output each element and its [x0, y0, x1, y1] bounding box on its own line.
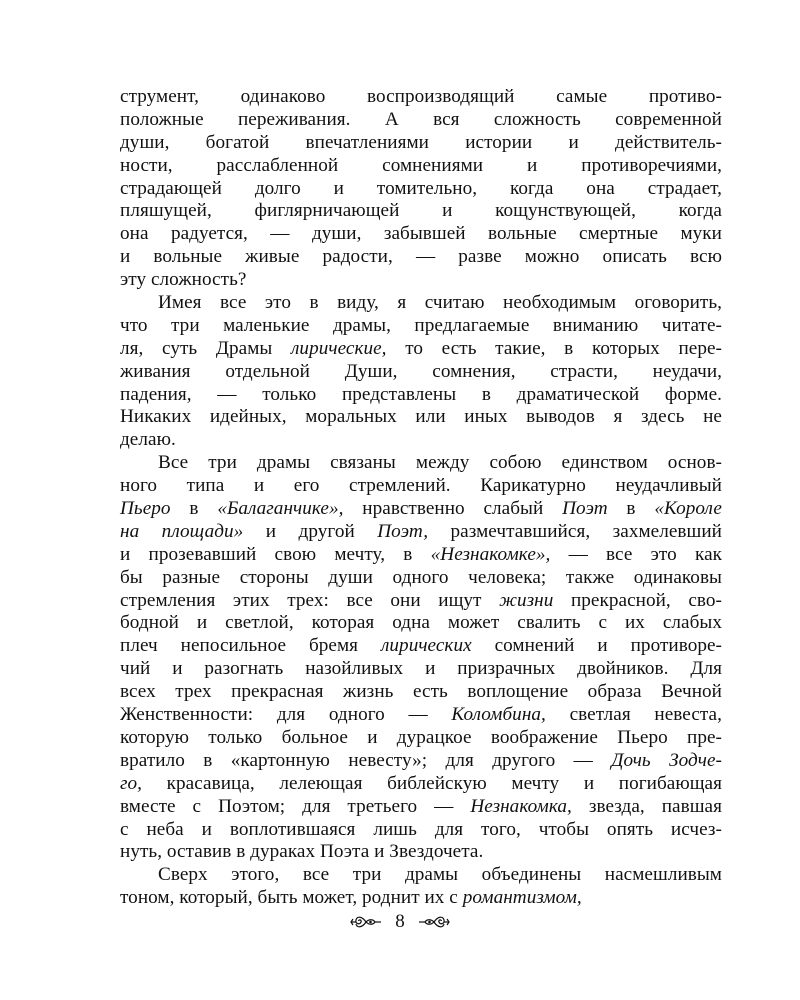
text-run: положные переживания. А вся сложность современной [120, 108, 722, 130]
text-line [120, 498, 722, 521]
text-run: Все три драмы связаны между собою единством основ- [158, 452, 722, 474]
text-run: и вольные живые радости, — разве можно описать всю [120, 246, 722, 268]
text-run: прекрасной, сво- [553, 589, 722, 611]
text-line [120, 635, 722, 658]
text-run: в [607, 498, 655, 520]
text-line [120, 132, 722, 155]
text-line [120, 338, 722, 361]
text-line [120, 612, 722, 635]
italic-run: Пьеро [120, 498, 171, 520]
text-run: живания отдельной Души, сомнения, страсти, неудачи, [120, 360, 722, 382]
text-run: она радуется, — души, забывшей вольные смертные муки [120, 223, 722, 245]
italic-run: лирических [380, 635, 472, 657]
text-line [120, 86, 722, 109]
italic-run: Поэт, [377, 520, 429, 542]
italic-run: на площади» [120, 520, 244, 542]
text-run: вратило в «картонную невесту»; для другого — [120, 749, 612, 771]
text-run: в [170, 498, 218, 520]
text-run: красавица, лелеющая библейскую мечту и погибающая [142, 772, 722, 794]
text-run: бодной и светлой, которая одна может свалить с их слабых [120, 612, 722, 634]
text-run: стремления этих трех: все они ищут [120, 589, 500, 611]
text-run: тоном, который, быть может, роднит их с [120, 887, 463, 909]
text-line [120, 864, 722, 887]
text-line [120, 223, 722, 246]
text-line [120, 727, 722, 750]
text-line [120, 521, 722, 544]
text-run: ля, суть Драмы [120, 337, 292, 359]
text-line [120, 475, 722, 498]
text-line [120, 658, 722, 681]
italic-run: «Незнакомке», [430, 543, 551, 565]
text-line [120, 155, 722, 178]
text-run: Имея все это в виду, я считаю необходимым оговорить, [158, 292, 722, 314]
text-line [120, 246, 722, 269]
page-footer [0, 907, 800, 937]
text-line [120, 544, 722, 567]
italic-run: Поэт [562, 498, 608, 520]
text-run: с неба и воплотившаяся лишь для того, чтобы опять исчез- [120, 818, 722, 840]
italic-run: Дочь Зодче- [611, 749, 722, 771]
text-line [120, 796, 722, 819]
text-line [120, 681, 722, 704]
ornament-left-icon [349, 912, 383, 932]
italic-run: Незнакомка, [470, 795, 572, 817]
paragraph [120, 452, 722, 864]
text-run: вместе с Поэтом; для третьего — [120, 795, 471, 817]
text-line [120, 178, 722, 201]
text-line [120, 452, 722, 475]
text-line [120, 567, 722, 590]
page-text [120, 86, 722, 910]
text-run: звезда, павшая [571, 795, 722, 817]
text-line [120, 200, 722, 223]
text-line [120, 750, 722, 773]
text-run: чий и разогнать назойливых и призрачных двойников. Для [120, 658, 722, 680]
text-run: светлая невеста, [545, 704, 722, 726]
text-line [120, 773, 722, 796]
text-line [120, 384, 722, 407]
text-run: нуть, оставив в дураках Поэта и Звездочета. [120, 841, 484, 863]
text-run: всех трех прекрасная жизнь есть воплощение образа Вечной [120, 681, 722, 703]
text-line [120, 429, 722, 452]
text-run: размечтавшийся, захмелевший [428, 520, 722, 542]
text-run: страдающей долго и томительно, когда она страдает, [120, 177, 722, 199]
text-run: сомнений и противоре- [471, 635, 722, 657]
text-run: что три маленькие драмы, предлагаемые вниманию читате- [120, 314, 722, 336]
paragraph [120, 86, 722, 292]
text-line [120, 590, 722, 613]
italic-run: «Балаганчике», [217, 498, 344, 520]
text-run: Сверх этого, все три драмы объединены насмешливым [158, 864, 722, 886]
text-line [120, 269, 722, 292]
italic-run: лирические, [291, 337, 387, 359]
ornament-right-icon [417, 912, 451, 932]
text-line [120, 704, 722, 727]
text-run: ности, расслабленной сомнениями и противоречиями, [120, 154, 722, 176]
italic-run: «Короле [654, 498, 722, 520]
text-line [120, 819, 722, 842]
text-run: пляшущей, фиглярничающей и кощунствующей, когда [120, 200, 722, 222]
text-line [120, 406, 722, 429]
text-run: Женственности: для одного — [120, 704, 452, 726]
text-run: плеч непосильное бремя [120, 635, 381, 657]
text-line [120, 292, 722, 315]
text-run: ного типа и его стремлений. Карикатурно неудачливый [120, 475, 722, 497]
page-number: 8 [395, 911, 405, 932]
text-run: и прозевавший свою мечту, в [120, 543, 431, 565]
text-run: Никаких идейных, моральных или иных выводов я здесь не [120, 406, 722, 428]
text-run: бы разные стороны души одного человека; также одинаковы [120, 566, 722, 588]
text-line [120, 841, 722, 864]
text-line [120, 361, 722, 384]
text-run: нравственно слабый [343, 498, 563, 520]
paragraph [120, 864, 722, 910]
italic-run: романтизмом, [462, 887, 582, 909]
text-run: струмент, одинаково воспроизводящий самые противо- [120, 86, 722, 107]
text-run: и другой [243, 520, 378, 542]
text-run: души, богатой впечатлениями истории и действитель- [120, 131, 722, 153]
text-run: — все это как [550, 543, 723, 565]
text-line [120, 109, 722, 132]
text-run: то есть такие, в которых пере- [386, 337, 722, 359]
text-run: падения, — только представлены в драматической форме. [120, 383, 722, 405]
text-run: делаю. [120, 429, 176, 451]
italic-run: го, [120, 772, 143, 794]
italic-run: Коломбина, [451, 704, 546, 726]
text-run: эту сложность? [120, 269, 247, 291]
paragraph [120, 292, 722, 452]
text-run: которую только больное и дурацкое воображение Пьеро пре- [120, 726, 722, 748]
italic-run: жизни [499, 589, 554, 611]
text-line [120, 315, 722, 338]
